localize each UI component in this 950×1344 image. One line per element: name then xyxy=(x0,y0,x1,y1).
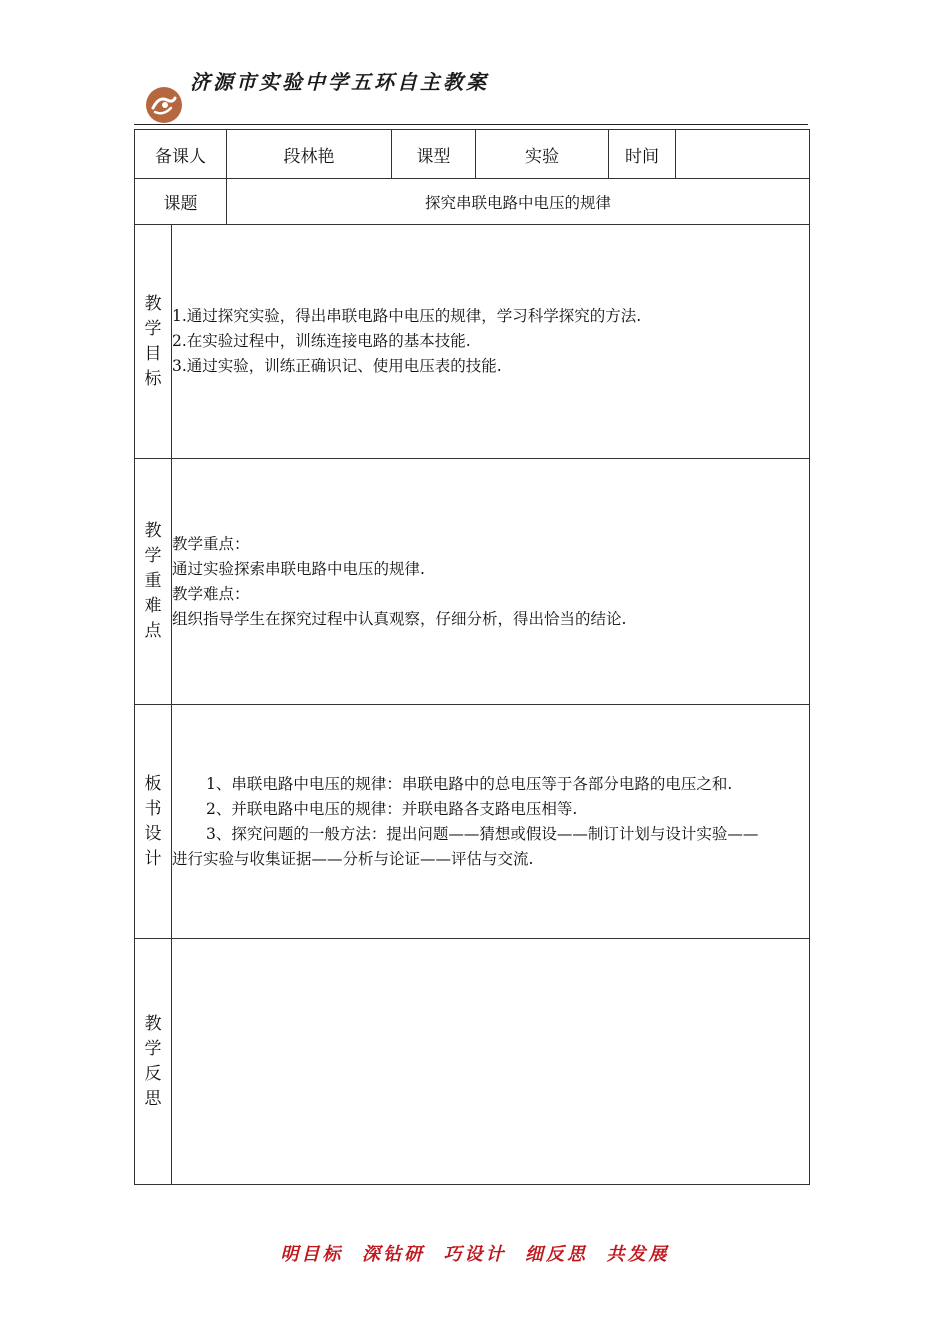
goal-item: 3.通过实验，训练正确识记、使用电压表的技能. xyxy=(172,357,502,375)
board-design-content xyxy=(172,705,810,939)
school-title: 济源市实验中学五环自主教案 xyxy=(190,70,489,94)
keypoint-line: 教学难点： xyxy=(172,584,250,603)
keypoint-line: 组织指导学生在探究过程中认真观察，仔细分析，得出恰当的结论. xyxy=(172,609,627,628)
board-line: 1、串联电路中电压的规律：串联电路中的总电压等于各部分电路的电压之和. xyxy=(206,774,733,793)
topic-value: 探究串联电路中电压的规律 xyxy=(227,179,810,225)
board-line: 2、并联电路中电压的规律：并联电路各支路电压相等. xyxy=(206,799,578,818)
keypoints-label: 教 学 重 难 点 xyxy=(135,459,172,705)
board-design-label: 板 书 设 计 xyxy=(135,705,172,939)
reflection-content xyxy=(172,939,810,1185)
topic-label: 课题 xyxy=(135,179,227,225)
board-design-row xyxy=(135,705,810,939)
header-row xyxy=(135,130,810,179)
teacher-label: 备课人 xyxy=(135,130,227,179)
goal-item: 2.在实验过程中，训练连接电路的基本技能. xyxy=(172,332,471,350)
keypoint-line: 通过实验探索串联电路中电压的规律. xyxy=(172,559,425,578)
lesson-plan-table xyxy=(134,129,810,1185)
header-rule xyxy=(134,124,808,125)
reflection-row xyxy=(135,939,810,1185)
keypoints-row xyxy=(135,459,810,705)
lesson-type-label: 课型 xyxy=(392,130,476,179)
keypoint-line: 教学重点： xyxy=(172,534,250,553)
time-value xyxy=(676,130,810,179)
footer-motto: 明目标 深钻研 巧设计 细反思 共发展 xyxy=(280,1244,670,1265)
goals-label: 教 学 目 标 xyxy=(135,225,172,459)
school-logo xyxy=(145,86,183,124)
goals-content xyxy=(172,225,810,459)
time-label: 时间 xyxy=(609,130,676,179)
goal-item: 1.通过探究实验，得出串联电路中电压的规律，学习科学探究的方法. xyxy=(172,307,642,325)
board-line: 3、探究问题的一般方法：提出问题——猜想或假设——制订计划与设计实验—— xyxy=(206,824,759,843)
reflection-label: 教 学 反 思 xyxy=(135,939,172,1185)
board-line: 进行实验与收集证据——分析与论证——评估与交流. xyxy=(172,849,534,868)
lesson-type-value: 实验 xyxy=(476,130,609,179)
teacher-value: 段林艳 xyxy=(227,130,392,179)
topic-row xyxy=(135,179,810,225)
goals-row xyxy=(135,225,810,459)
keypoints-content xyxy=(172,459,810,705)
